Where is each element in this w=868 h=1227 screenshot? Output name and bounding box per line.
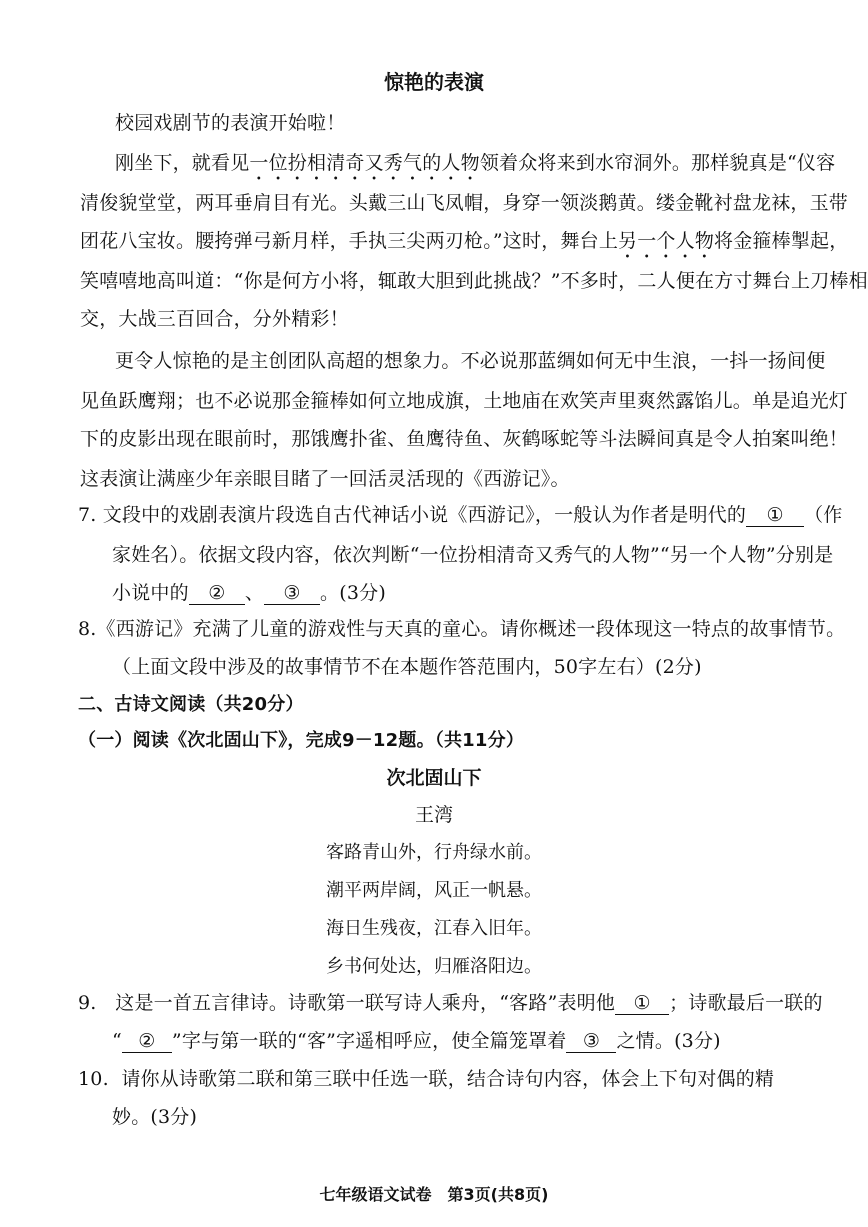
passage-p1-line2: 清俊貌堂堂，两耳垂肩目有光。头戴三山飞凤帽，身穿一领淡鹅黄。缕金靴衬盘龙袜，玉带 <box>80 192 849 214</box>
passage-p1-line5: 交，大战三百回合，分外精彩！ <box>80 308 349 330</box>
answer-blank-2[interactable]: ② <box>189 582 245 605</box>
answer-blank-1[interactable]: ① <box>746 504 804 527</box>
passage-p2-line1: 更令人惊艳的是主创团队高超的想象力。不必说那蓝绸如何无中生浪，一抖一扬间便 <box>115 350 826 372</box>
emphasized-character-2: 另一个人物 <box>618 230 715 252</box>
section-2-subheading: （一）阅读《次北固山下》，完成9－12题。（共11分） <box>78 730 525 751</box>
question-8-line1: 8.《西游记》充满了儿童的游戏性与天真的童心。请你概述一段体现这一特点的故事情节。 <box>78 618 846 640</box>
passage-p1-line4: 笑嘻嘻地高叫道：“你是何方小将，辄敢大胆到此挑战？”不多时，二人便在方寸舞台上刀棒相 <box>80 270 868 292</box>
poem-line-3: 海日生残夜，江春入旧年。 <box>326 918 542 939</box>
poem-line-2: 潮平两岸阔，风正一帆悬。 <box>326 880 542 901</box>
question-10-line1: 10. 请你从诗歌第二联和第三联中任选一联，结合诗句内容，体会上下句对偶的精 <box>78 1068 775 1090</box>
question-9-line1: 9. 这是一首五言律诗。诗歌第一联写诗人乘舟，“客路”表明他 ① ；诗歌最后一联的 <box>78 992 823 1014</box>
question-8-line2: （上面文段中涉及的故事情节不在本题作答范围内，50字左右）(2分) <box>112 656 702 678</box>
poem-title: 次北固山下 <box>386 767 482 789</box>
passage-intro: 校园戏剧节的表演开始啦！ <box>115 112 346 134</box>
poem-author: 王湾 <box>414 804 453 826</box>
passage-p1-line3: 团花八宝妆。腰挎弹弓新月样，手执三尖两刃枪。”这时，舞台上另一个人物将金箍棒掣起， <box>80 230 849 252</box>
emphasized-character-1: 一位扮相清奇又秀气的人物 <box>249 152 480 174</box>
passage-p1-line1: 刚坐下，就看见一位扮相清奇又秀气的人物领着众将来到水帘洞外。那样貌真是“仪容 <box>115 152 836 174</box>
poem-line-4: 乡书何处达，归雁洛阳边。 <box>326 956 542 977</box>
passage-p2-line4: 这表演让满座少年亲眼目睹了一回活灵活现的《西游记》。 <box>80 468 570 490</box>
question-7-line3: 小说中的 ② 、 ③ 。(3分) <box>112 582 386 604</box>
question-7-line1: 7. 文段中的戏剧表演片段选自古代神话小说《西游记》，一般认为作者是明代的 ① （作 <box>78 504 843 526</box>
passage-p2-line3: 下的皮影出现在眼前时，那饿鹰扑雀、鱼鹰待鱼、灰鹤啄蛇等斗法瞬间真是令人拍案叫绝！ <box>80 428 849 450</box>
answer-blank-3[interactable]: ③ <box>566 1030 616 1053</box>
answer-blank-1[interactable]: ① <box>615 992 669 1015</box>
answer-blank-3[interactable]: ③ <box>264 582 320 605</box>
passage-p2-line2: 见鱼跃鹰翔；也不必说那金箍棒如何立地成旗，土地庙在欢笑声里爽然露馅儿。单是追光灯 <box>80 390 849 412</box>
passage-title: 惊艳的表演 <box>384 70 484 94</box>
answer-blank-2[interactable]: ② <box>122 1030 172 1053</box>
page-footer: 七年级语文试卷 第3页(共8页) <box>319 1185 549 1204</box>
section-2-heading: 二、古诗文阅读（共20分） <box>78 694 304 715</box>
question-9-line2: “ ② ”字与第一联的“客”字遥相呼应，使全篇笼罩着 ③ 之情。(3分) <box>112 1030 721 1052</box>
poem-line-1: 客路青山外，行舟绿水前。 <box>326 842 542 863</box>
question-7-line2: 家姓名）。依据文段内容，依次判断“一位扮相清奇又秀气的人物”“另一个人物”分别是 <box>112 544 834 566</box>
question-10-line2: 妙。(3分) <box>112 1106 198 1128</box>
